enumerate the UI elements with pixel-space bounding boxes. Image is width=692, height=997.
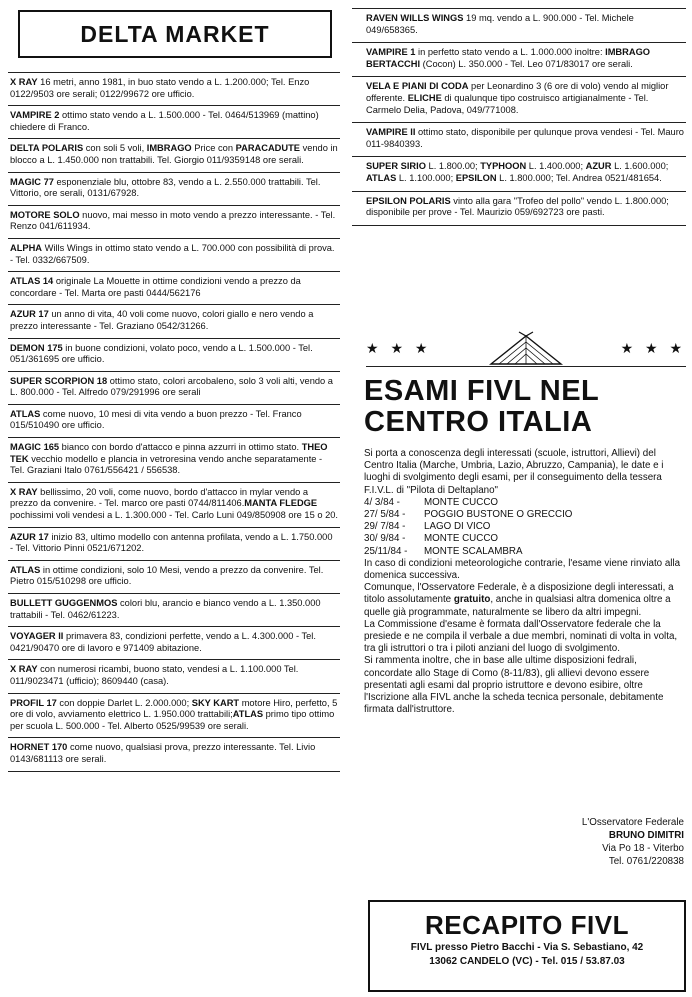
ad-item-details: L. 1.800.000; Tel. Andrea 0521/481654. bbox=[496, 172, 662, 183]
classified-ad bbox=[8, 438, 340, 483]
ad-item-name: MAGIC 165 bbox=[10, 442, 60, 453]
ad-item-name: SUPER SCORPION 18 bbox=[10, 375, 108, 386]
ad-item-details: colori blu, arancio e bianco vendo a L. 1.350.000 trattabili - Tel. 0462/61223. bbox=[10, 598, 321, 620]
right-column bbox=[352, 8, 686, 967]
recapito-box bbox=[368, 900, 686, 992]
ad-text bbox=[10, 565, 338, 588]
ad-text bbox=[10, 532, 338, 555]
ad-item-name: HORNET 170 bbox=[10, 742, 68, 753]
classified-ad bbox=[8, 339, 340, 372]
ad-item-name: TYPHOON bbox=[480, 161, 527, 172]
left-ads-list bbox=[8, 72, 340, 772]
exam-date: 29/ 7/84 - bbox=[364, 521, 406, 533]
ad-item-name: ELICHE bbox=[407, 92, 442, 103]
ad-item-details: L. 1.100.000; bbox=[396, 172, 456, 183]
observer-text-a: Comunque, l'Osservatore Federale, è a disposizione degli interessati, a titolo assolutamente bbox=[364, 582, 674, 606]
ad-text bbox=[10, 487, 338, 522]
exam-date-row bbox=[364, 521, 684, 533]
ad-item-name: IMBRAGO bbox=[146, 143, 192, 154]
ad-item-details: in buone condizioni, volato poco, vendo a L. 1.500.000 - Tel. 051/361695 ore ufficio. bbox=[10, 342, 313, 365]
recapito-address: FIVL presso Pietro Bacchi - Via S. Sebastiano, 42 bbox=[410, 942, 644, 953]
ad-item-details: ottimo stato vendo a L. 1.500.000 - Tel. 0464/513969 (mattino) chiedere di Franco. bbox=[10, 110, 319, 132]
stars-left: ★ ★ ★ bbox=[366, 339, 432, 356]
ad-text bbox=[10, 631, 338, 654]
ad-item-name: AZUR 17 bbox=[10, 309, 49, 320]
esami-paragraph-observer bbox=[364, 582, 684, 619]
ad-item-details: Price con bbox=[191, 143, 236, 154]
ad-text bbox=[10, 77, 338, 100]
ad-text bbox=[10, 409, 338, 432]
ad-text bbox=[366, 161, 686, 184]
exam-date-row bbox=[364, 546, 684, 558]
classified-ad bbox=[8, 139, 340, 172]
ad-item-details: nuovo, mai messo in moto vendo a prezzo interessante. - Tel. Renzo 041/611934. bbox=[10, 209, 336, 232]
ad-item-name: RAVEN WILLS WINGS bbox=[366, 13, 464, 23]
ad-item-name: MAGIC 77 bbox=[10, 176, 54, 187]
ad-item-name: IMBRAGO BERTACCHI bbox=[366, 47, 651, 69]
classified-ad bbox=[8, 206, 340, 239]
ad-item-name: MANTA FLEDGE bbox=[244, 498, 318, 509]
classified-ad bbox=[352, 192, 686, 226]
ad-text bbox=[10, 742, 338, 765]
ad-item-details: vecchio modello e plancia in vetroresina vendo anche separatamente - Tel. Graziani Italo 0761/556421 / 556538. bbox=[10, 453, 323, 476]
observer-text-bold: gratuito bbox=[453, 594, 491, 606]
exam-date: 4/ 3/84 - bbox=[364, 496, 400, 508]
ad-item-details: in perfetto stato vendo a L. 1.000.000 inoltre: bbox=[415, 47, 606, 58]
exam-date-row bbox=[364, 533, 684, 545]
ad-item-name: AZUR bbox=[585, 161, 612, 172]
exam-place: LAGO DI VICO bbox=[424, 521, 491, 533]
ad-text bbox=[10, 243, 338, 266]
delta-wing-emblem-icon bbox=[489, 330, 563, 366]
classified-ad bbox=[8, 72, 340, 106]
ad-item-details: di qualunque tipo costruisco artigianalmente - Tel. Carmelo Delia, Padova, 049/771008. bbox=[366, 92, 649, 115]
esami-paragraph-weather: In caso di condizioni meteorologiche contrarie, l'esame viene rinviato alla domenica successiva. bbox=[364, 557, 681, 582]
ad-item-name: X RAY bbox=[10, 486, 38, 497]
ad-item-details: L. 1.800.00; bbox=[425, 161, 481, 172]
ad-item-name: VOYAGER II bbox=[10, 631, 64, 642]
ad-text bbox=[10, 143, 338, 166]
ad-item-details: ottimo stato, colori arcobaleno, solo 3 voli alti, vendo a L. 800.000 - Tel. Alfredo 079/291996 ore serali bbox=[10, 375, 333, 398]
classified-ad bbox=[8, 660, 340, 693]
classified-ad bbox=[8, 106, 340, 139]
esami-title-line-1: ESAMI FIVL NEL bbox=[364, 375, 600, 407]
esami-body bbox=[364, 448, 684, 716]
ad-text bbox=[366, 196, 686, 219]
classified-ad bbox=[8, 528, 340, 561]
ad-item-name: X RAY bbox=[10, 77, 38, 87]
classified-ad bbox=[352, 8, 686, 43]
classified-ad bbox=[352, 43, 686, 77]
ad-item-name: DEMON 175 bbox=[10, 342, 63, 353]
esami-title-line-2: CENTRO ITALIA bbox=[364, 406, 593, 438]
ad-item-name: THEO TEK bbox=[10, 442, 328, 464]
ad-item-details: un anno di vita, 40 voli come nuovo, colori giallo e nero vendo a prezzo interessante - Tel. Graziano 0542/31266. bbox=[10, 309, 314, 331]
stars-right: ★ ★ ★ bbox=[620, 339, 686, 356]
ad-item-details: primo tipo ottimo per scuola L. 500.000 - Tel. Alberto 0525/99539 ore serali. bbox=[10, 709, 335, 731]
observer-text-c: , anche in qualsiasi altra domenica oltre a quelle già programmate, naturalmente se libero da altri impegni. bbox=[364, 594, 671, 618]
ad-item-details: come nuovo, qualsiasi prova, prezzo interessante. Tel. Livio 0143/681113 ore serali. bbox=[10, 742, 316, 764]
classified-ad bbox=[8, 372, 340, 405]
classified-ad bbox=[8, 405, 340, 438]
recapito-title: RECAPITO FIVL bbox=[425, 910, 629, 940]
ad-text bbox=[10, 598, 338, 621]
ad-text bbox=[366, 13, 686, 36]
ad-item-name: VAMPIRE 2 bbox=[10, 110, 60, 121]
section-divider bbox=[366, 366, 686, 367]
ad-item-details: esponenziale blu, ottobre 83, vendo a L. 2.550.000 trattabili. Tel. Vittorio, ore serali, 0131/67928. bbox=[10, 176, 321, 199]
ad-item-name: ATLAS bbox=[10, 408, 41, 419]
ad-item-name: SUPER SIRIO bbox=[366, 161, 426, 172]
ad-item-details: primavera 83, condizioni perfette, vendo a L. 4.300.000 - Tel. 0421/90470 ore di lavoro e 971409 abitazione. bbox=[10, 631, 316, 653]
ad-item-details: vinto alla gara "Trofeo del pollo" vendo L. 1.800.000; disponibile per prove - Tel. Maurizio 059/692723 ore pasti. bbox=[366, 195, 669, 218]
ad-item-name: ATLAS 14 bbox=[10, 276, 54, 287]
classified-ad bbox=[8, 173, 340, 206]
classified-ad bbox=[8, 561, 340, 594]
ad-text bbox=[366, 127, 686, 150]
classified-ad bbox=[352, 77, 686, 123]
exam-place: MONTE SCALAMBRA bbox=[424, 545, 523, 557]
delta-market-column bbox=[8, 10, 340, 772]
exam-place: MONTE CUCCO bbox=[424, 496, 499, 508]
ad-item-details: in ottime condizioni, solo 10 Mesi, vendo a prezzo da convenire. Tel. Pietro 015/510298 ore ufficio. bbox=[10, 564, 324, 587]
esami-paragraph-commission: La Commissione d'esame è formata dall'Osservatore federale che la presiede e ne compila il verbale a due membri, nominati di volta in volta, tra gli istruttori o tra i piloti anziani del luogo di svolgimento. bbox=[364, 618, 678, 655]
exam-place: POGGIO BUSTONE O GRECCIO bbox=[424, 509, 573, 521]
signature-tel: Tel. 0761/220838 bbox=[608, 856, 684, 867]
emblem-divider bbox=[366, 328, 686, 368]
ad-item-name: MOTORE SOLO bbox=[10, 209, 80, 220]
ad-item-details: inizio 83, ultimo modello con antenna profilata, vendo a L. 1.750.000 - Tel. Vittorio Pinni 0521/671202. bbox=[10, 531, 333, 554]
exam-date-row bbox=[364, 509, 684, 521]
exam-date: 27/ 5/84 - bbox=[364, 509, 406, 521]
exam-dates-list bbox=[364, 497, 684, 558]
ad-item-name: VAMPIRE II bbox=[366, 127, 416, 138]
ad-item-details: L. 1.400.000; bbox=[526, 161, 586, 172]
ad-text bbox=[10, 664, 338, 687]
ad-item-name: X RAY bbox=[10, 664, 38, 675]
ad-text bbox=[10, 343, 338, 366]
right-ads-list bbox=[352, 8, 686, 226]
ad-text bbox=[10, 376, 338, 399]
ad-item-details: come nuovo, 10 mesi di vita vendo a buon prezzo - Tel. Franco 015/510490 ore ufficio. bbox=[10, 408, 302, 431]
ad-item-details: originale La Mouette in ottime condizioni vendo a prezzo da concordare - Tel. Marta ore pasti 0444/562176 bbox=[10, 276, 301, 298]
ad-item-name: PROFIL 17 bbox=[10, 697, 57, 708]
esami-heading bbox=[364, 376, 684, 438]
classified-ad bbox=[8, 305, 340, 338]
ad-item-name: VELA E PIANI DI CODA bbox=[366, 81, 469, 92]
exam-date: 25/11/84 - bbox=[364, 545, 408, 557]
ad-item-name: VAMPIRE 1 bbox=[366, 47, 416, 58]
ad-item-details: vendo in blocco a L. 1.450.000 non trattabili. Tel. Giorgio 011/9359148 ore serali. bbox=[10, 143, 338, 165]
classified-ad bbox=[8, 272, 340, 305]
exam-date-row bbox=[364, 497, 684, 509]
signature-role: L'Osservatore Federale bbox=[581, 817, 684, 828]
ad-text bbox=[10, 276, 338, 299]
ad-text bbox=[10, 442, 338, 477]
ad-item-details: pochissimi voli vendesi a L. 1.300.000 - Tel. Carlo Luni 049/850908 ore 15 o 20. bbox=[10, 510, 339, 521]
ad-item-details: bianco con bordo d'attacco e pinna azzurri in ottimo stato. bbox=[59, 442, 302, 453]
classified-ad bbox=[8, 594, 340, 627]
ad-item-name: AZUR 17 bbox=[10, 531, 49, 542]
ad-item-name: EPSILON bbox=[455, 172, 497, 183]
ad-item-name: PARACADUTE bbox=[235, 143, 300, 154]
ad-text bbox=[10, 110, 338, 133]
ad-item-details: L. 1.600.000; bbox=[611, 161, 669, 172]
ad-text bbox=[10, 177, 338, 200]
signature-name: BRUNO DIMITRI bbox=[608, 830, 684, 841]
ad-text bbox=[10, 210, 338, 233]
classified-ad bbox=[8, 239, 340, 272]
classified-ad bbox=[8, 738, 340, 771]
exam-place: MONTE CUCCO bbox=[424, 533, 499, 545]
ad-item-details: con soli 5 voli, bbox=[83, 143, 147, 154]
ad-item-name: DELTA POLARIS bbox=[10, 143, 84, 154]
classified-ad bbox=[8, 483, 340, 528]
ad-item-details: bellissimo, 20 voli, come nuovo, bordo d'attacco in mylar vendo a prezzo da convenire. - Tel. marco ore pasti 0744/811406. bbox=[10, 486, 309, 509]
ad-item-name: ALPHA bbox=[10, 242, 43, 253]
exam-date: 30/ 9/84 - bbox=[364, 533, 406, 545]
ad-item-name: ATLAS bbox=[366, 172, 397, 183]
ad-item-details: per Leonardino 3 (6 ore di volo) vendo al miglior offerente. bbox=[366, 81, 669, 103]
esami-intro: Si porta a conoscenza degli interessati (scuole, istruttori, Allievi) del Centro Italia (Marche, Umbria, Lazio, Abruzzo, Campania), le date e i luoghi di svolgimento degli esami, per il conseguimento della tessera F.I.V.L. di "Pilota di Deltaplano" bbox=[364, 448, 664, 496]
market-title: DELTA MARKET bbox=[18, 10, 332, 58]
signature-block bbox=[532, 816, 684, 868]
ad-item-name: ATLAS bbox=[232, 709, 264, 720]
ad-item-details: 19 mq. vendo a L. 900.000 - Tel. Michele 049/658365. bbox=[366, 13, 634, 35]
ad-text bbox=[366, 47, 686, 70]
ad-item-details: con numerosi ricambi, buono stato, vendesi a L. 1.100.000 Tel. 011/9023471 (ufficio); 8609440 (casa). bbox=[10, 664, 299, 686]
classified-ad bbox=[8, 694, 340, 739]
classified-ad bbox=[352, 157, 686, 191]
ad-item-details: ottimo stato, disponibile per qulunque prova vendesi - Tel. Mauro 011-9840393. bbox=[366, 127, 684, 149]
esami-paragraph-rules: Si rammenta inoltre, che in base alle ultime disposizioni fedrali, concordate allo Stage di Como (8-11/83), gli allievi devono essere presentati agli esami dal proprio istruttore e devono esibire, oltre l'Iscrizione alla FIVL anche la scheda tecnica personale, debitamente firmata dall'istruttore. bbox=[364, 655, 664, 716]
ad-item-details: motore Hiro, perfetto, 5 ore di volo, avviamento elettrico L. 1.950.000 trattabili; bbox=[10, 697, 338, 720]
ad-item-name: EPSILON POLARIS bbox=[366, 195, 451, 206]
ad-item-details: (Cocon) L. 350.000 - Tel. Leo 071/83017 ore serali. bbox=[420, 58, 633, 69]
ad-text bbox=[10, 698, 338, 733]
classified-ad bbox=[352, 123, 686, 157]
ad-item-details: 16 metri, anno 1981, in buo stato vendo a L. 1.200.000; Tel. Enzo 0122/9503 ore serali; 0122/99672 ore ufficio. bbox=[10, 77, 310, 99]
ad-item-details: con doppie Darlet L. 2.000.000; bbox=[56, 697, 192, 708]
ad-item-name: SKY KART bbox=[191, 697, 240, 708]
ad-text bbox=[366, 81, 686, 116]
recapito-city-tel: 13062 CANDELO (VC) - Tel. 015 / 53.87.03 bbox=[429, 956, 625, 967]
ad-text bbox=[10, 309, 338, 332]
ad-item-name: BULLETT GUGGENMOS bbox=[10, 598, 118, 608]
signature-address: Via Po 18 - Viterbo bbox=[602, 843, 684, 854]
ad-item-name: ATLAS bbox=[10, 564, 41, 575]
ad-item-details: Wills Wings in ottimo stato vendo a L. 700.000 con possibilità di prova. - Tel. 0332/667509. bbox=[10, 242, 335, 265]
classified-ad bbox=[8, 627, 340, 660]
